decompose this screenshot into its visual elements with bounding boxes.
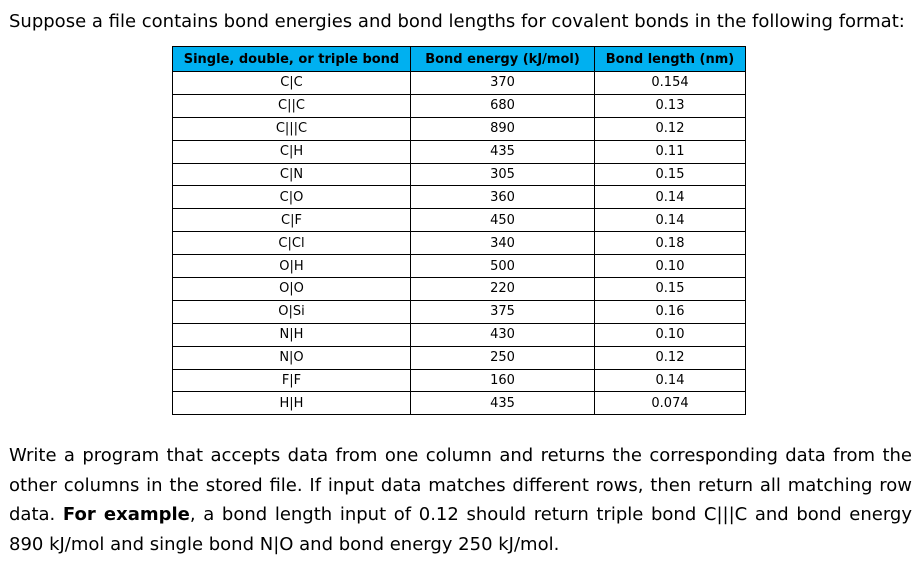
bond-length-cell: 0.12 — [595, 346, 746, 369]
bond-energy-cell: 500 — [411, 255, 595, 278]
table-row — [173, 278, 746, 301]
bond-length-cell: 0.16 — [595, 300, 746, 323]
bond-energy-cell: 375 — [411, 300, 595, 323]
table-row — [173, 369, 746, 392]
bond-data-table — [172, 46, 746, 415]
table-row — [173, 232, 746, 255]
bond-length-cell: 0.10 — [595, 255, 746, 278]
bond-length-cell: 0.14 — [595, 209, 746, 232]
bond-length-cell: 0.12 — [595, 117, 746, 140]
bond-type-cell: O|H — [173, 255, 411, 278]
intro-text: Suppose a file contains bond energies and bond lengths for covalent bonds in the following format: — [9, 11, 905, 32]
bond-energy-cell: 360 — [411, 186, 595, 209]
table-row — [173, 186, 746, 209]
bond-length-cell: 0.14 — [595, 186, 746, 209]
bond-type-cell: H|H — [173, 392, 411, 415]
task-text-bold: For example — [62, 504, 190, 525]
table-row — [173, 163, 746, 186]
bond-length-cell: 0.15 — [595, 163, 746, 186]
bond-energy-cell: 680 — [411, 94, 595, 117]
bond-length-cell: 0.10 — [595, 323, 746, 346]
table-row — [173, 209, 746, 232]
bond-length-cell: 0.11 — [595, 140, 746, 163]
bond-type-cell: O|Si — [173, 300, 411, 323]
bond-energy-cell: 220 — [411, 278, 595, 301]
bond-length-cell: 0.13 — [595, 94, 746, 117]
table-body — [173, 72, 746, 415]
table-row — [173, 255, 746, 278]
table-row — [173, 323, 746, 346]
bond-energy-cell: 430 — [411, 323, 595, 346]
bond-type-cell: C|N — [173, 163, 411, 186]
bond-type-cell: C|Cl — [173, 232, 411, 255]
bond-length-cell: 0.15 — [595, 278, 746, 301]
bond-type-cell: C|H — [173, 140, 411, 163]
header-bond-type: Single, double, or triple bond — [173, 47, 411, 72]
table-row — [173, 300, 746, 323]
bond-type-cell: N|O — [173, 346, 411, 369]
bond-energy-cell: 890 — [411, 117, 595, 140]
bond-length-cell: 0.14 — [595, 369, 746, 392]
table-row — [173, 140, 746, 163]
bond-energy-cell: 370 — [411, 72, 595, 95]
bond-energy-cell: 435 — [411, 392, 595, 415]
table-row — [173, 94, 746, 117]
table-row — [173, 346, 746, 369]
bond-type-cell: C|C — [173, 72, 411, 95]
bond-type-cell: C|O — [173, 186, 411, 209]
bond-type-cell: N|H — [173, 323, 411, 346]
table-row — [173, 392, 746, 415]
table-row — [173, 72, 746, 95]
task-text-part1: Write a program that accepts data from one column and returns the corresponding data from the other columns in the stored file. If input data matches different rows, then return all matching row data. — [9, 445, 912, 525]
bond-energy-cell: 450 — [411, 209, 595, 232]
bond-type-cell: O|O — [173, 278, 411, 301]
bond-length-cell: 0.154 — [595, 72, 746, 95]
bond-type-cell: C|||C — [173, 117, 411, 140]
task-text — [9, 441, 912, 559]
task-text-part2: , a bond length input of 0.12 should return triple bond C|||C and bond energy 890 kJ/mol and single bond N|O and bond energy 250 kJ/mol. — [9, 504, 912, 555]
table-header-row — [173, 47, 746, 72]
bond-energy-cell: 160 — [411, 369, 595, 392]
header-bond-length: Bond length (nm) — [595, 47, 746, 72]
header-bond-energy: Bond energy (kJ/mol) — [411, 47, 595, 72]
bond-length-cell: 0.074 — [595, 392, 746, 415]
bond-type-cell: C|F — [173, 209, 411, 232]
bond-type-cell: F|F — [173, 369, 411, 392]
bond-length-cell: 0.18 — [595, 232, 746, 255]
bond-energy-cell: 305 — [411, 163, 595, 186]
bond-energy-cell: 435 — [411, 140, 595, 163]
bond-energy-cell: 250 — [411, 346, 595, 369]
table-row — [173, 117, 746, 140]
bond-type-cell: C||C — [173, 94, 411, 117]
bond-energy-cell: 340 — [411, 232, 595, 255]
